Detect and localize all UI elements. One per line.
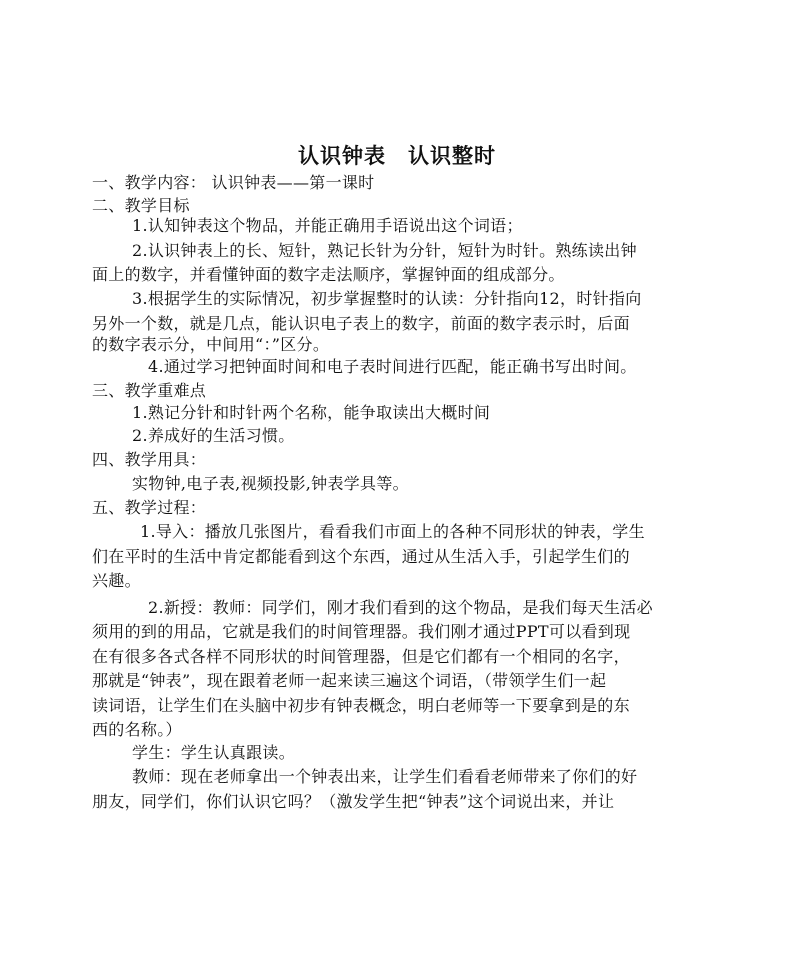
teacher-line-2: 朋友，同学们，你们认识它吗？（激发学生把“钟表”这个词说出来，并让 [92, 792, 615, 811]
difficulty-1: 1.熟记分针和时针两个名称，能争取读出大概时间 [132, 403, 491, 422]
objective-4: 4.通过学习把钟面时间和电子表时间进行匹配，能正确书写出时间。 [148, 357, 637, 376]
objective-3-line-3: 的数字表示分，中间用“：”区分。 [92, 335, 330, 354]
document-title: 认识钟表 认识整时 [298, 143, 496, 168]
intro-line-1: 1.导入：播放几张图片，看看我们市面上的各种不同形状的钟表，学生 [140, 522, 645, 541]
objective-2-line-1: 2.认识钟表上的长、短针，熟记长针为分针，短针为时针。熟练读出钟 [132, 241, 637, 260]
section-4-heading: 四、教学用具： [92, 450, 207, 469]
objective-3-line-1: 3.根据学生的实际情况，初步掌握整时的认读：分针指向12，时针指向 [132, 289, 642, 308]
teaching-tools: 实物钟,电子表,视频投影,钟表学具等。 [132, 474, 409, 493]
new-lesson-line-5: 读词语，让学生们在头脑中初步有钟表概念，明白老师等一下要拿到是的东 [92, 696, 630, 715]
new-lesson-line-4: 那就是“钟表”，现在跟着老师一起来读三遍这个词语，（带领学生们一起 [92, 671, 607, 690]
section-5-heading: 五、教学过程： [92, 498, 207, 517]
intro-line-2: 们在平时的生活中肯定都能看到这个东西，通过从生活入手，引起学生们的 [92, 547, 630, 566]
objective-3-line-2: 另外一个数，就是几点，能认识电子表上的数字，前面的数字表示时，后面 [92, 314, 630, 333]
objective-2-line-2: 面上的数字，并看懂钟面的数字走法顺序，掌握钟面的组成部分。 [92, 265, 565, 284]
teacher-line-1: 教师：现在老师拿出一个钟表出来，让学生们看看老师带来了你们的好 [132, 767, 638, 786]
new-lesson-line-2: 须用的到的用品，它就是我们的时间管理器。我们刚才通过PPT可以看到现 [92, 622, 631, 641]
new-lesson-line-3: 在有很多各式各样不同形状的时间管理器，但是它们都有一个相同的名字， [92, 647, 630, 666]
difficulty-2: 2.养成好的生活习惯。 [132, 426, 295, 445]
intro-line-3: 兴趣。 [92, 571, 141, 590]
new-lesson-line-6: 西的名称。） [92, 720, 182, 739]
section-2-heading: 二、教学目标 [92, 196, 190, 215]
section-1-content: 一、教学内容： 认识钟表——第一课时 [92, 173, 375, 192]
objective-1: 1.认知钟表这个物品，并能正确用手语说出这个词语； [132, 216, 523, 235]
section-3-heading: 三、教学重难点 [92, 381, 207, 400]
student-response: 学生：学生认真跟读。 [132, 743, 296, 762]
new-lesson-line-1: 2.新授：教师：同学们，刚才我们看到的这个物品，是我们每天生活必 [148, 598, 653, 617]
